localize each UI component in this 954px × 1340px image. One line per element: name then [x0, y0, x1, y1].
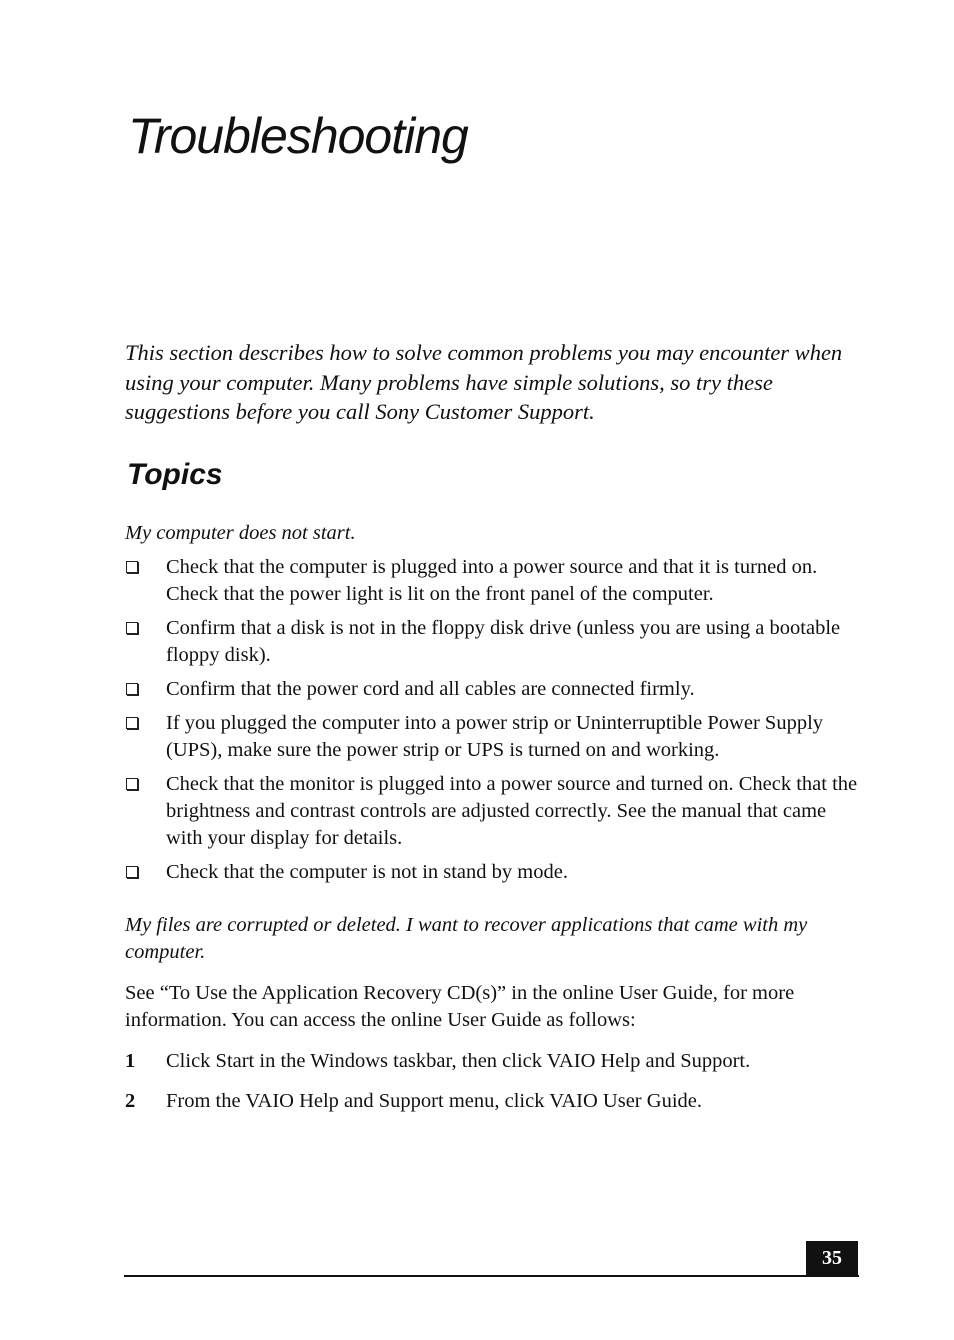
- checklist-item: [125, 554, 865, 608]
- step-number: 2: [125, 1090, 136, 1112]
- checklist-item: [125, 676, 865, 703]
- checklist-item-text: If you plugged the computer into a power strip or Uninterruptible Power Supply (UPS), make sure the power strip or UPS is turned on and working.: [166, 712, 824, 761]
- step-text: From the VAIO Help and Support menu, click VAIO User Guide.: [166, 1090, 702, 1112]
- checklist-item-text: Confirm that the power cord and all cables are connected firmly.: [166, 678, 695, 700]
- recovery-paragraph: See “To Use the Application Recovery CD(s)” in the online User Guide, for more information. You can access the online User Guide as follows:: [125, 982, 795, 1031]
- recovery-steps: [125, 1048, 865, 1128]
- checkbox-bullet-icon: [126, 561, 138, 573]
- start-checklist: [125, 554, 865, 893]
- intro-paragraph: This section describes how to solve common problems you may encounter when using your computer. Many problems have simple solutions, so try these suggestions before you call Sony Customer Support.: [125, 340, 843, 424]
- checklist-item-text: Check that the computer is plugged into a power source and that it is turned on. Check that the power light is lit on the front panel of the computer.: [166, 556, 818, 605]
- step-number: 1: [125, 1050, 136, 1072]
- checkbox-bullet-icon: [126, 717, 138, 729]
- checklist-item: [125, 615, 865, 669]
- checklist-item: [125, 859, 865, 886]
- page-title: Troubleshooting: [128, 108, 468, 164]
- problem-heading-recovery: My files are corrupted or deleted. I want to recover applications that came with my computer.: [125, 914, 808, 963]
- checkbox-bullet-icon: [126, 778, 138, 790]
- checklist-item-text: Check that the computer is not in stand by mode.: [166, 861, 568, 883]
- checkbox-bullet-icon: [126, 622, 138, 634]
- step-item: [125, 1088, 865, 1115]
- topics-heading: Topics: [127, 458, 223, 491]
- checkbox-bullet-icon: [126, 866, 138, 878]
- footer-rule: [124, 1275, 859, 1277]
- checklist-item: [125, 710, 865, 764]
- step-text: Click Start in the Windows taskbar, then click VAIO Help and Support.: [166, 1050, 751, 1072]
- checkbox-bullet-icon: [126, 683, 138, 695]
- checklist-item: [125, 771, 865, 852]
- checklist-item-text: Confirm that a disk is not in the floppy disk drive (unless you are using a bootable floppy disk).: [166, 617, 841, 666]
- step-item: [125, 1048, 865, 1075]
- problem-heading-start: My computer does not start.: [125, 522, 356, 544]
- page-number: 35: [806, 1241, 858, 1277]
- checklist-item-text: Check that the monitor is plugged into a power source and turned on. Check that the brightness and contrast controls are adjusted correctly. See the manual that came with your display for details.: [166, 773, 858, 849]
